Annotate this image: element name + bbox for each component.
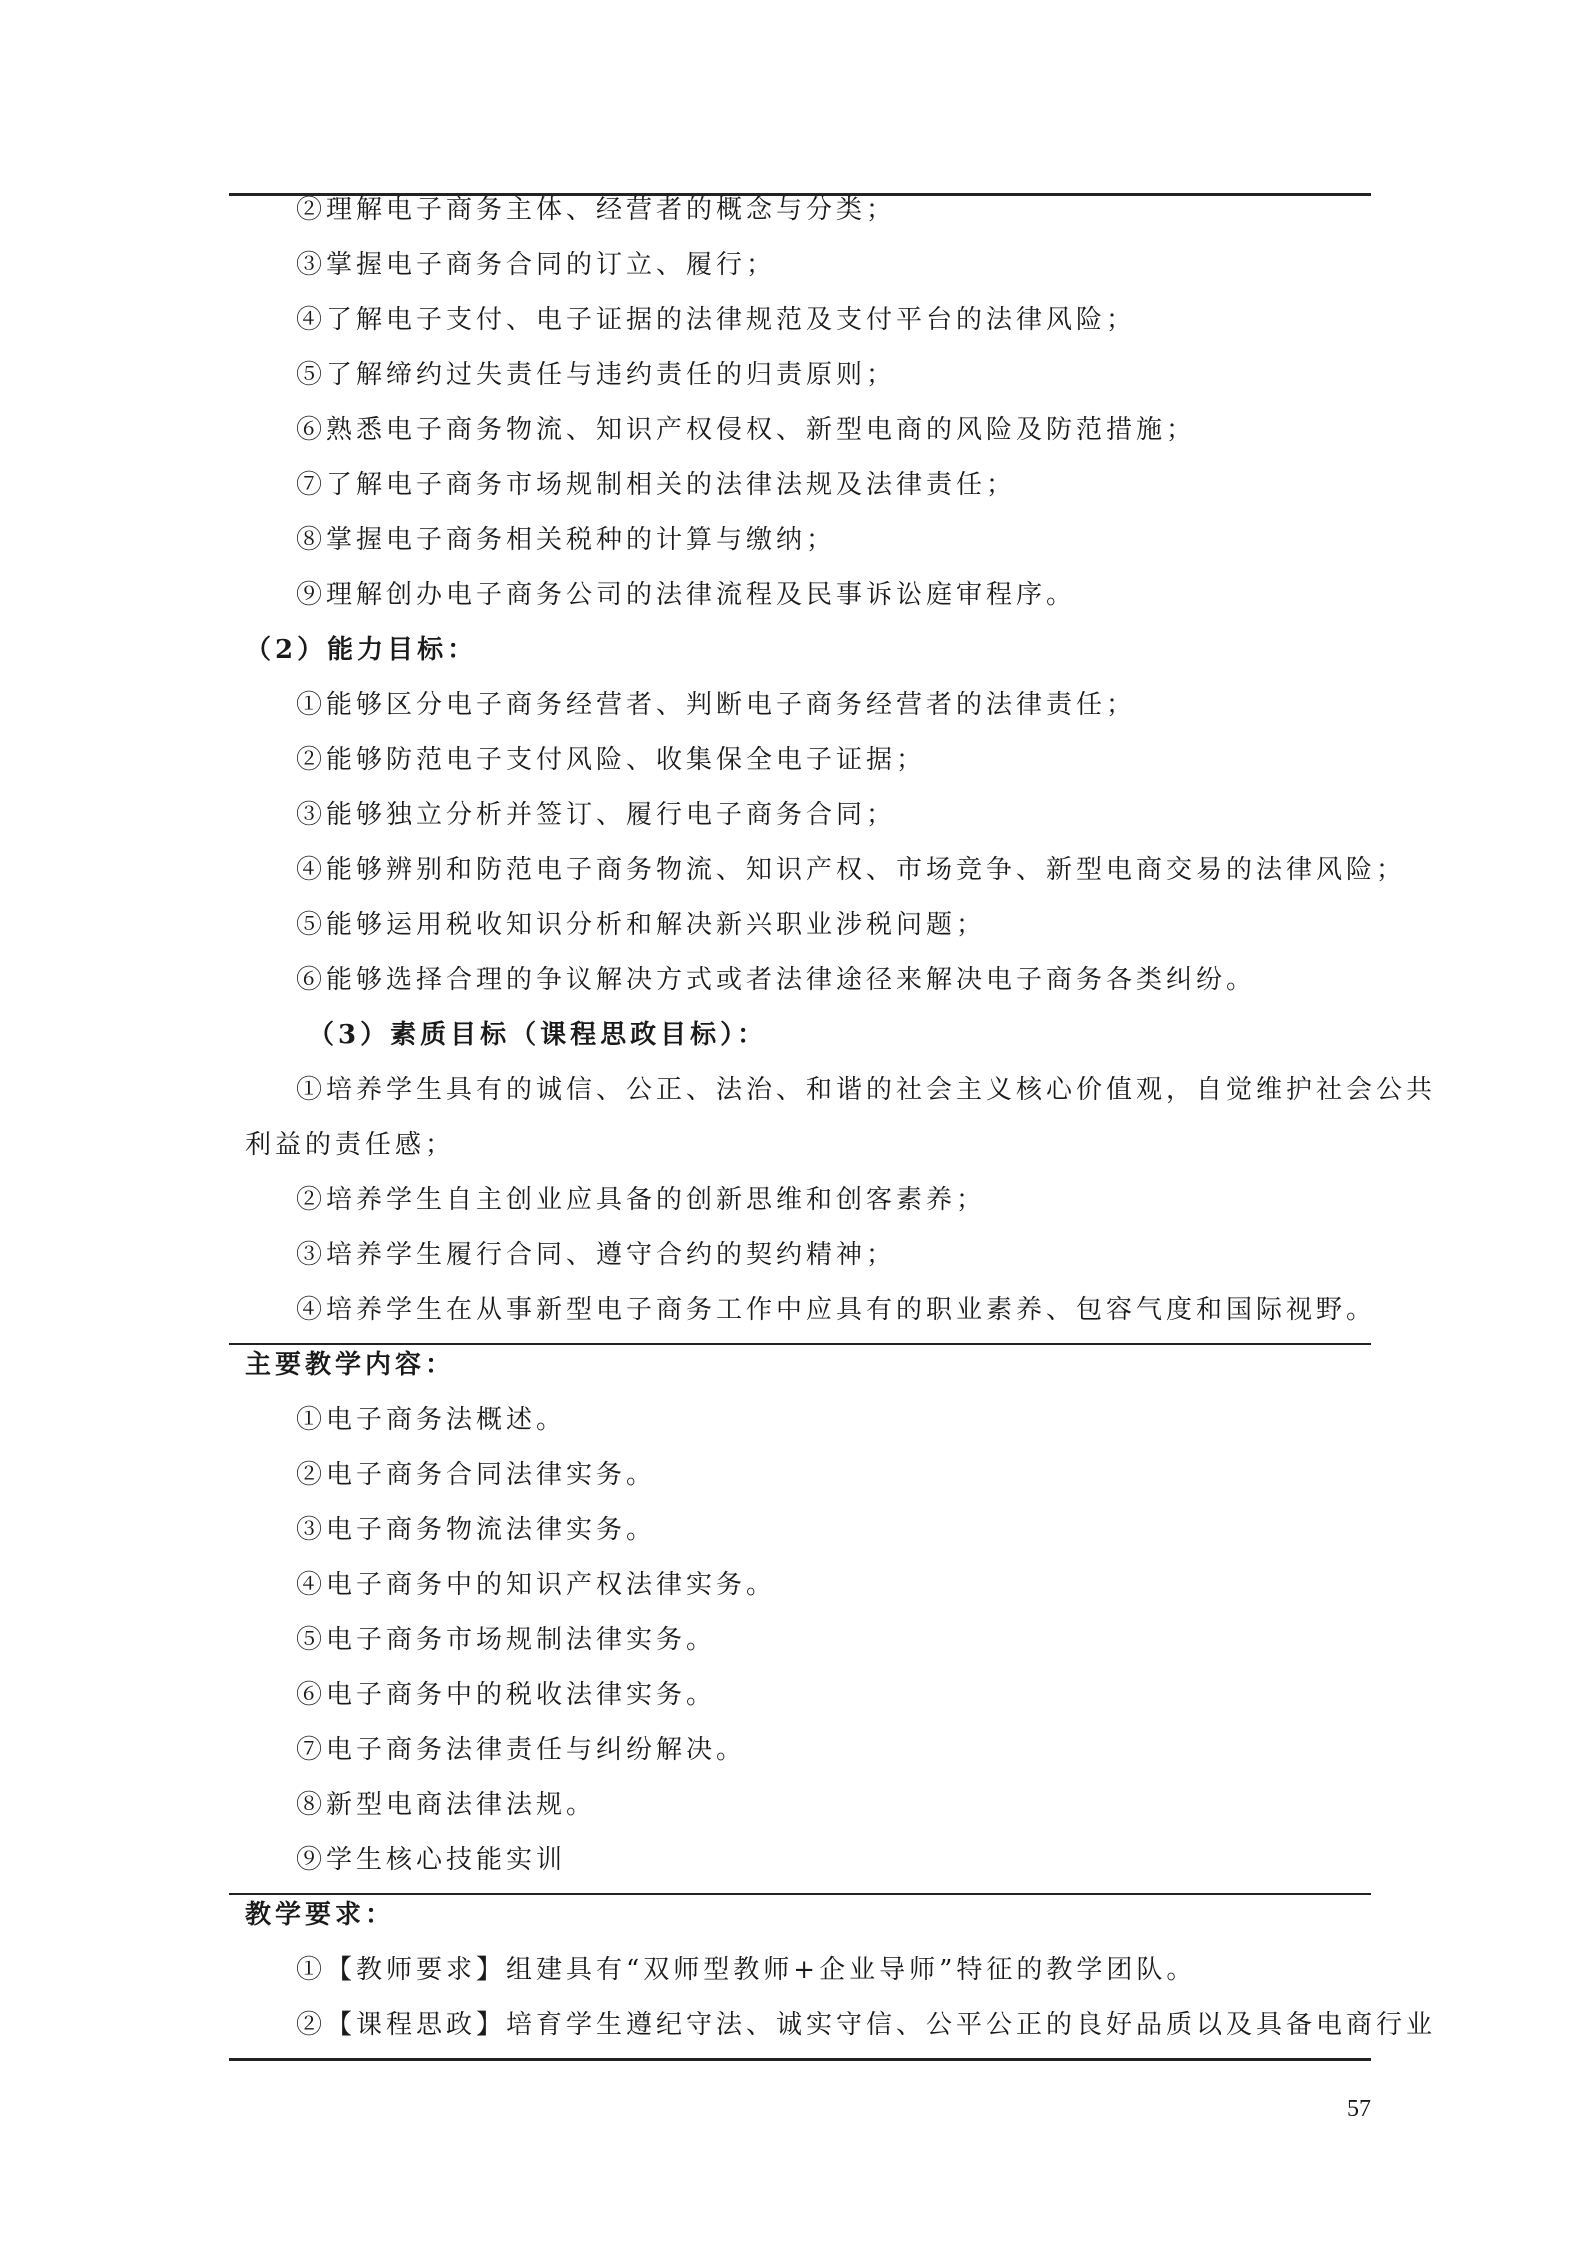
content-item: ⑦电子商务法律责任与纠纷解决。 [296, 1735, 747, 1765]
knowledge-item: ②理解电子商务主体、经营者的概念与分类； [296, 195, 897, 225]
content-item: ⑧新型电商法律法规。 [296, 1790, 597, 1820]
knowledge-item: ⑤了解缔约过失责任与违约责任的归责原则； [296, 360, 897, 390]
requirements-item: ②【课程思政】培育学生遵纪守法、诚实守信、公平公正的良好品质以及具备电商行业 [296, 2010, 1437, 2040]
content-item: ②电子商务合同法律实务。 [296, 1460, 657, 1490]
quality-item: ③培养学生履行合同、遵守合约的契约精神； [296, 1240, 897, 1270]
quality-item: ④培养学生在从事新型电子商务工作中应具有的职业素养、包容气度和国际视野。 [296, 1295, 1377, 1325]
ability-heading: （2）能力目标： [245, 635, 478, 665]
table-bottom-rule [229, 2058, 1371, 2061]
content-item: ⑨学生核心技能实训 [296, 1845, 567, 1875]
content-item: ①电子商务法概述。 [296, 1405, 567, 1435]
ability-item: ①能够区分电子商务经营者、判断电子商务经营者的法律责任； [296, 690, 1137, 720]
knowledge-item: ⑧掌握电子商务相关税种的计算与缴纳； [296, 525, 837, 555]
page-number: 57 [1347, 2096, 1371, 2122]
quality-heading: （3）素质目标（课程思政目标）： [308, 1020, 768, 1050]
knowledge-item: ⑦了解电子商务市场规制相关的法律法规及法律责任； [296, 470, 1017, 500]
ability-item: ②能够防范电子支付风险、收集保全电子证据； [296, 745, 927, 775]
quality-item-continued: 利益的责任感； [245, 1130, 456, 1160]
requirements-heading: 教学要求： [245, 1900, 396, 1930]
requirements-item: ①【教师要求】组建具有“双师型教师+企业导师”特征的教学团队。 [296, 1955, 1197, 1985]
knowledge-item: ④了解电子支付、电子证据的法律规范及支付平台的法律风险； [296, 305, 1137, 335]
ability-item: ③能够独立分析并签订、履行电子商务合同； [296, 800, 897, 830]
quality-item: ①培养学生具有的诚信、公正、法治、和谐的社会主义核心价值观，自觉维护社会公共 [296, 1075, 1437, 1105]
content-heading: 主要教学内容： [245, 1350, 456, 1380]
content-item: ⑤电子商务市场规制法律实务。 [296, 1625, 717, 1655]
knowledge-item: ⑨理解创办电子商务公司的法律流程及民事诉讼庭审程序。 [296, 580, 1077, 610]
content-item: ④电子商务中的知识产权法律实务。 [296, 1570, 777, 1600]
ability-item: ⑥能够选择合理的争议解决方式或者法律途径来解决电子商务各类纠纷。 [296, 965, 1257, 995]
ability-item: ⑤能够运用税收知识分析和解决新兴职业涉税问题； [296, 910, 987, 940]
knowledge-item: ③掌握电子商务合同的订立、履行； [296, 250, 777, 280]
content-item: ③电子商务物流法律实务。 [296, 1515, 657, 1545]
content-item: ⑥电子商务中的税收法律实务。 [296, 1680, 717, 1710]
section-divider [229, 1893, 1371, 1895]
ability-item: ④能够辨别和防范电子商务物流、知识产权、市场竞争、新型电商交易的法律风险； [296, 855, 1407, 885]
knowledge-item: ⑥熟悉电子商务物流、知识产权侵权、新型电商的风险及防范措施； [296, 415, 1197, 445]
section-divider [229, 1343, 1371, 1345]
quality-item: ②培养学生自主创业应具备的创新思维和创客素养； [296, 1185, 987, 1215]
